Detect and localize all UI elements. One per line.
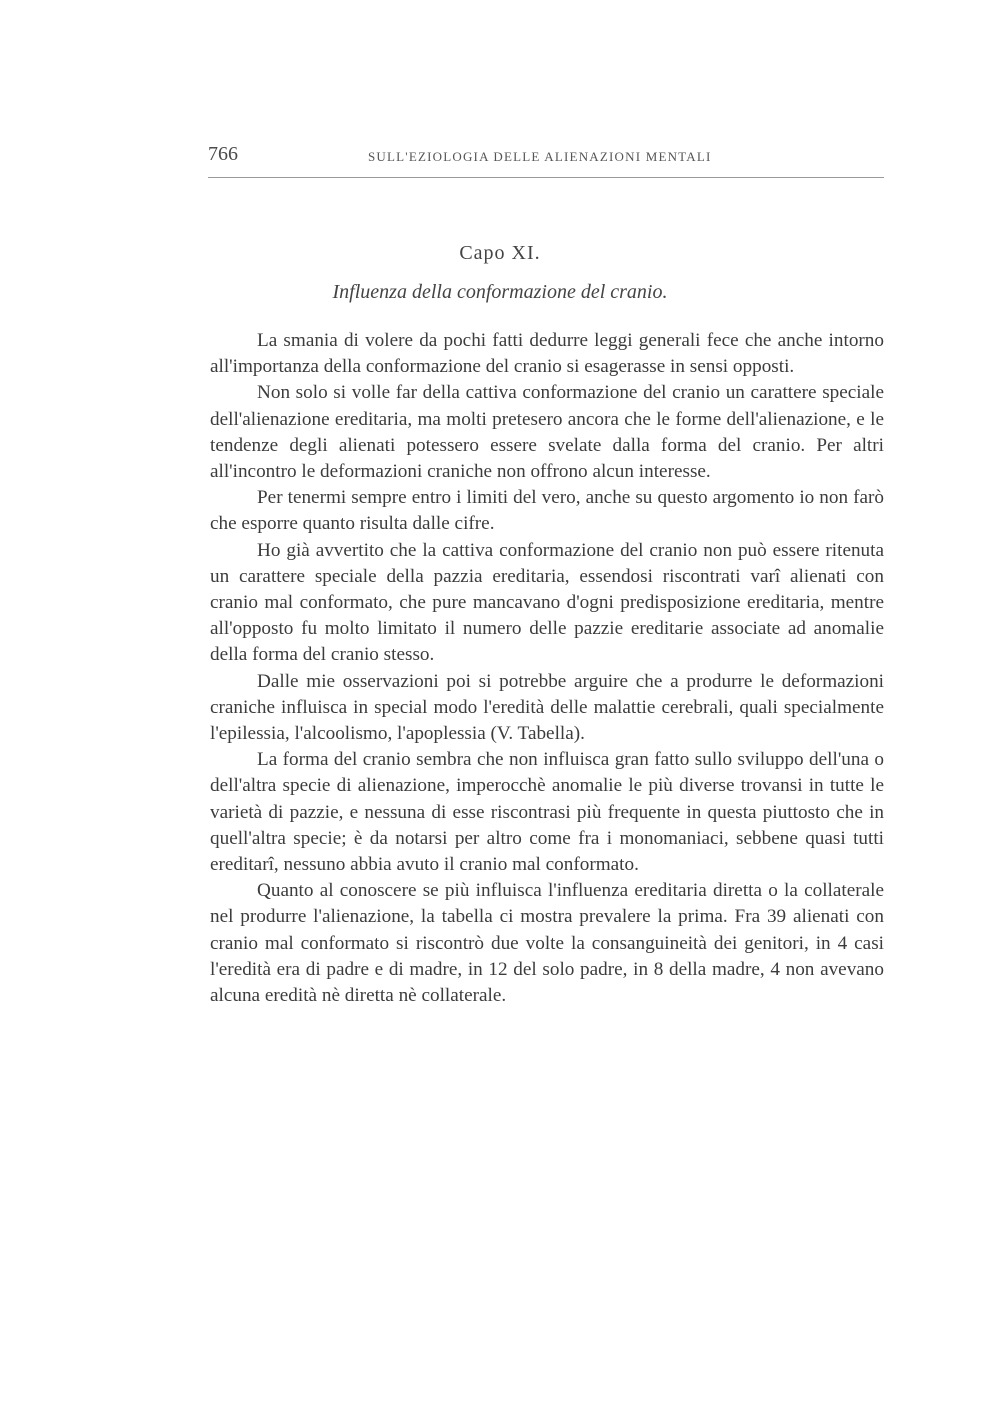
header-rule bbox=[208, 177, 884, 178]
paragraph: Per tenermi sempre entro i limiti del vero, anche su questo argomento io non farò che esporre quanto risulta dalle cifre. bbox=[210, 487, 884, 535]
paragraph: Non solo si volle far della cattiva conformazione del cranio un carattere speciale dell'alienazione ereditaria, ma molti pretesero ancora che le forme dell'alienazione, e le tendenze degli alienati potessero essere svelate dalla forma del cranio. Per altri all'incontro le deformazioni craniche non offrono alcun interesse. bbox=[210, 382, 884, 483]
body-text bbox=[210, 328, 884, 1009]
paragraph: Dalle mie osservazioni poi si potrebbe arguire che a produrre le deformazioni craniche influisca in special modo l'eredità delle malattie cerebrali, quali specialmente l'epilessia, l'alcoolismo, l'apoplessia (V. Tabella). bbox=[210, 670, 884, 745]
chapter-title: Capo XI. bbox=[459, 242, 541, 264]
paragraph: Ho già avvertito che la cattiva conformazione del cranio non può essere ritenuta un carattere speciale della pazzia ereditaria, essendosi riscontrati varî alienati con cranio mal conformato, che pure mancavano d'ogni predisposizione ereditaria, mentre all'opposto fu molto limitato il numero delle pazzie ereditarie associate ad anomalie della forma del cranio stesso. bbox=[210, 539, 884, 666]
paragraph: La forma del cranio sembra che non influisca gran fatto sullo sviluppo dell'una o dell'altra specie di alienazione, imperocchè anomalie le più diverse trovansi in tutte le varietà di pazzie, e nessuna di esse riscontrasi più frequente in questa piuttosto che in quell'altra specie; è da notarsi per altro come fra i monomaniaci, sebbene quasi tutti ereditarî, nessuno abbia avuto il cranio mal conformato. bbox=[210, 749, 884, 876]
chapter-subtitle: Influenza della conformazione del cranio. bbox=[332, 281, 668, 303]
paragraph: Quanto al conoscere se più influisca l'influenza ereditaria diretta o la collaterale nel produrre l'alienazione, la tabella ci mostra prevalere la prima. Fra 39 alienati con cranio mal conformato si riscontrò due volte la consanguineità dei genitori, in 4 casi l'eredità era di padre e di madre, in 12 del solo padre, in 8 della madre, 4 non avevano alcuna eredità nè diretta nè collaterale. bbox=[210, 880, 884, 1007]
paragraph: La smania di volere da pochi fatti dedurre leggi generali fece che anche intorno all'importanza della conformazione del cranio si esagerasse in sensi opposti. bbox=[210, 330, 884, 378]
page-number: 766 bbox=[208, 143, 238, 165]
running-head bbox=[208, 143, 884, 173]
running-title: SULL'EZIOLOGIA DELLE ALIENAZIONI MENTALI bbox=[368, 149, 712, 164]
